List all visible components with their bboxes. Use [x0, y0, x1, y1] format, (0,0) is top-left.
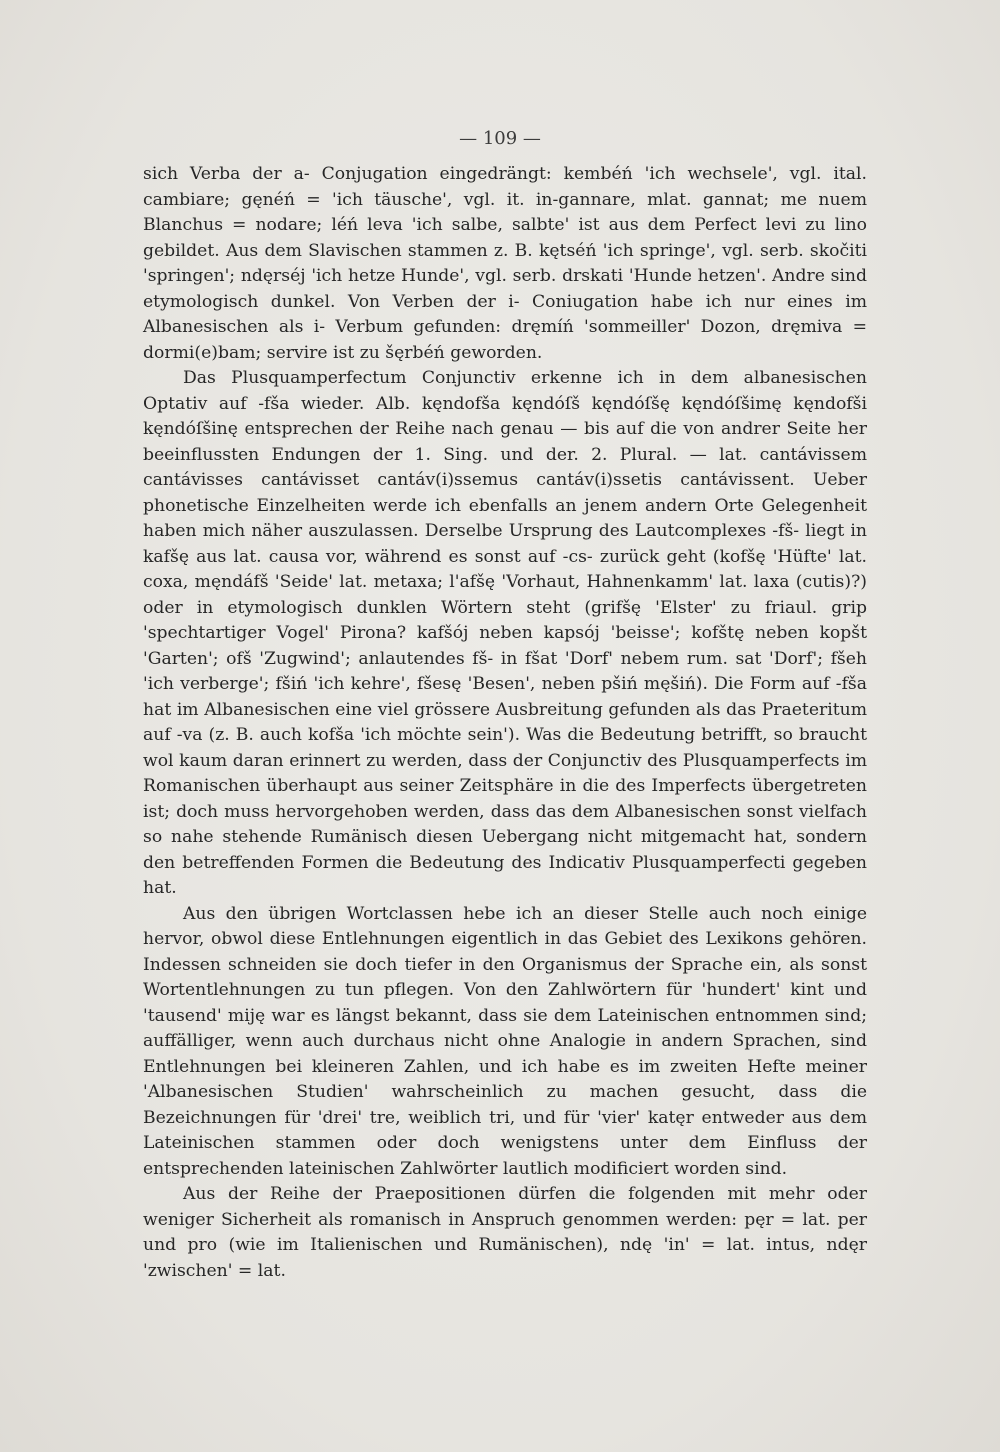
paragraph-verba-conjugation: sich Verba der a- Conjugation eingedrängt: kembéń 'ich wechsele', vgl. ital. cambiare; gęnéń = 'ich täusche', vgl. it. in-gannare, mlat. gannat; me nuem Blanchus = nodare; léń leva 'ich salbe, salbte' ist aus dem Perfect levi zu lino gebildet. Aus dem Slavischen stammen z. B. kętséń 'ich springe', vgl. serb. skočiti 'springen'; ndęrséj 'ich hetze Hunde', vgl. serb. drskati 'Hunde hetzen'. Andre sind etymologisch dunkel. Von Verben der i- Coniugation habe ich nur eines im Albanesischen als i- Verbum gefunden: dręmíń 'sommeiller' Dozon, dręmiva = dormi(e)bam; servire ist zu šęrbéń geworden. — [143, 164, 867, 363]
page-number: — 109 — — [459, 128, 541, 149]
paragraph-praepositionen: Aus der Reihe der Praepositionen dürfen die folgenden mit mehr oder weniger Sicherheit als romanisch in Anspruch genommen werden: pęr = lat. per und pro (wie im Italienischen und Rumänischen), ndę 'in' = lat. intus, ndęr 'zwischen' = lat. — [143, 1184, 867, 1281]
paragraph-plusquamperfectum: Das Plusquamperfectum Conjunctiv erkenne ich in dem albanesischen Optativ auf -fša wieder. Alb. kęndofša kęndóſš kęndóſšę kęndóſšimę kęndofši kęndóſšinę entsprechen der Reihe nach genau — bis auf die von andrer Seite her beeinflussten Endungen der 1. Sing. und der. 2. Plural. — lat. cantávissem cantávisses cantávisset cantáv(i)ssemus cantáv(i)ssetis cantávissent. Ueber phonetische Einzelheiten werde ich ebenfalls an jenem andern Orte Gelegenheit haben mich näher auszulassen. Derselbe Ursprung des Lautcomplexes -fš- liegt in kafšę aus lat. causa vor, während es sonst auf -cs- zurück geht (kofšę 'Hüfte' lat. coxa, męndáfš 'Seide' lat. metaxa; l'afšę 'Vorhaut, Hahnenkamm' lat. laxa (cutis)?) oder in etymologisch dunklen Wörtern steht (grifšę 'Elster' zu friaul. grip 'spechtartiger Vogel' Pirona? kafšój neben kapsój 'beisse'; kofštę neben kopšt 'Garten'; ofš 'Zugwind'; anlautendes fš- in fšat 'Dorf' nebem rum. sat 'Dorf'; fšeh 'ich verberge'; fšiń 'ich kehre', fšesę 'Besen', neben pšiń męšiń). Die Form auf -fša hat im Albanesischen eine viel grössere Ausbreitung gefunden als das Praeteritum auf -va (z. B. auch kofša 'ich möchte sein'). Was die Bedeutung betrifft, so braucht wol kaum daran erinnert zu werden, dass der Conjunctiv des Plusquamperfects im Romanischen überhaupt aus seiner Zeitsphäre in die des Imperfects übergetreten ist; doch muss hervorgehoben werden, dass das dem Albanesischen sonst vielfach so nahe stehende Rumänisch diesen Uebergang nicht mitgemacht hat, sondern den betreffenden Formen die Bedeutung des Indicativ Plusquamperfecti gegeben hat. — [143, 368, 867, 898]
paragraph-wortclassen: Aus den übrigen Wortclassen hebe ich an dieser Stelle auch noch einige hervor, obwol diese Entlehnungen eigentlich in das Gebiet des Lexikons gehören. Indessen schneiden sie doch tiefer in den Organismus der Sprache ein, als sonst Wortentlehnungen zu tun pflegen. Von den Zahlwörtern für 'hundert' kint und 'tausend' miję war es längst bekannt, dass sie dem Lateinischen entnommen sind; auffälliger, wenn auch durchaus nicht ohne Analogie in andern Sprachen, sind Entlehnungen bei kleineren Zahlen, und ich habe es im zweiten Hefte meiner 'Albanesischen Studien' wahrscheinlich zu machen gesucht, dass die Bezeichnungen für 'drei' tre, weiblich tri, und für 'vier' katęr entweder aus dem Lateinischen stammen oder doch wenigstens unter dem Einfluss der entsprechenden lateinischen Zahlwörter lautlich modificiert worden sind. — [143, 903, 867, 1179]
body-text — [143, 162, 867, 1284]
